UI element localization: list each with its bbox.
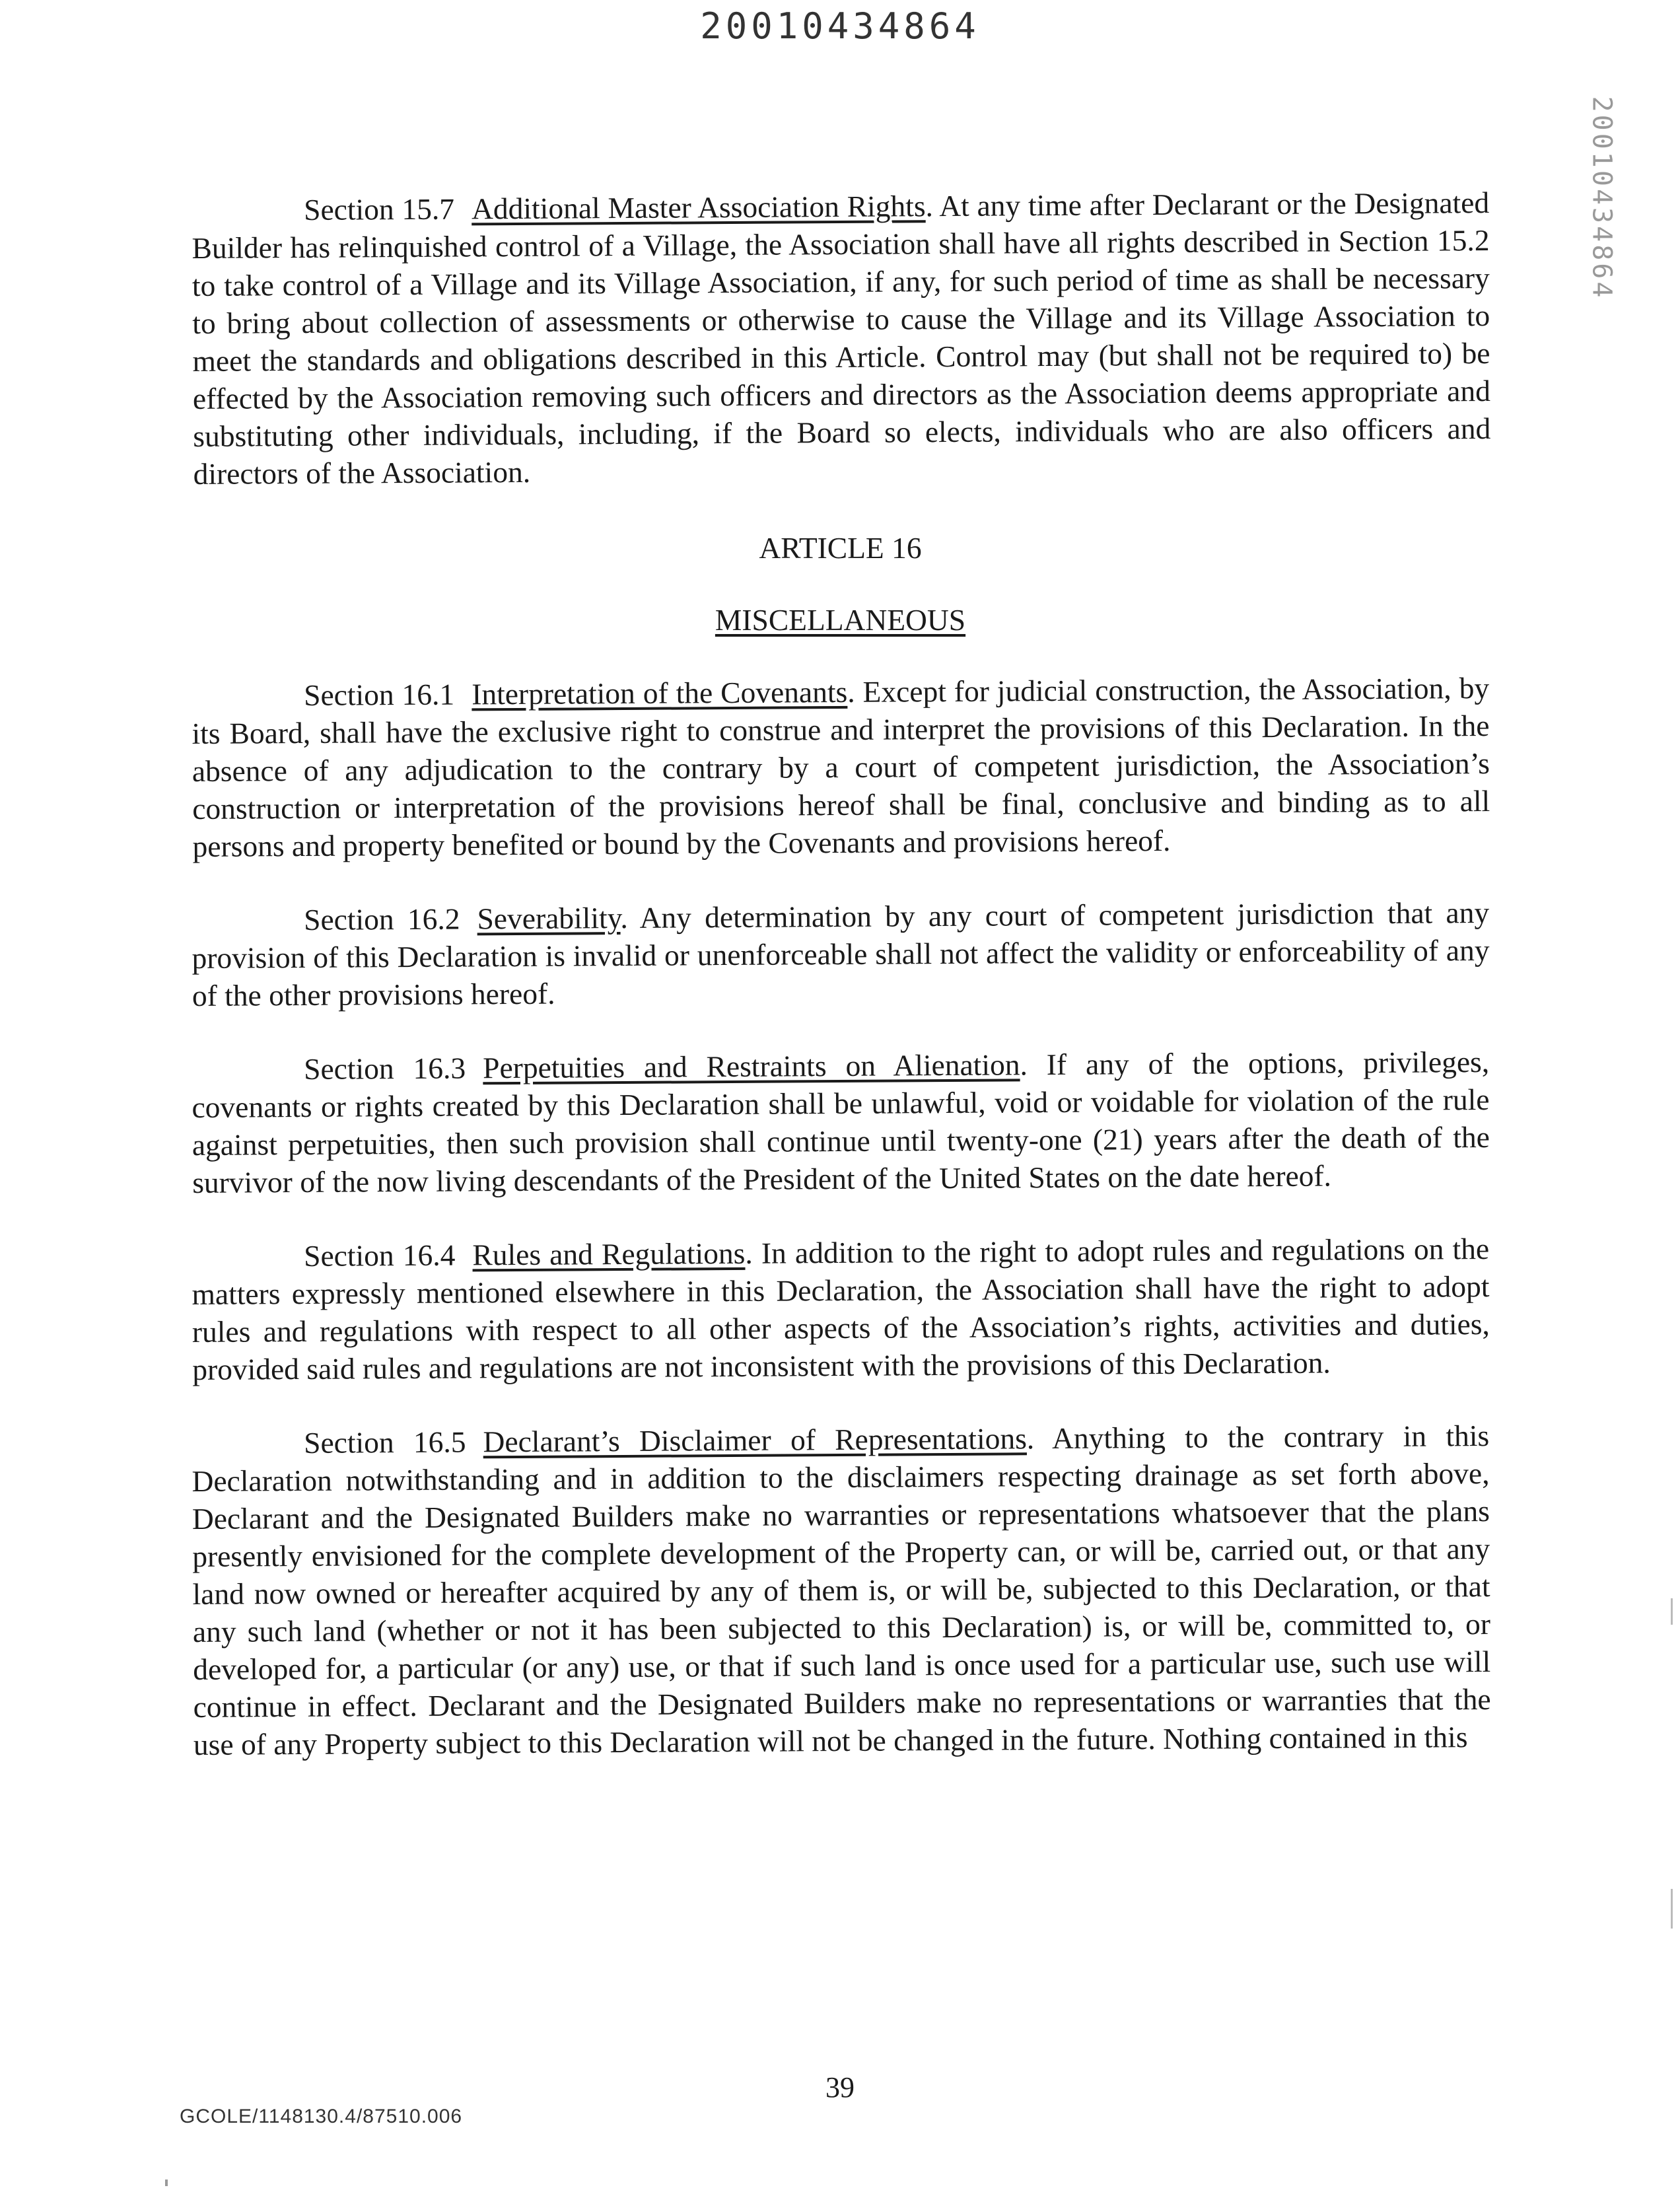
section-16-2 bbox=[192, 894, 1490, 1014]
page-number: 39 bbox=[825, 2071, 855, 2104]
section-16-4 bbox=[192, 1230, 1490, 1388]
article-number: ARTICLE 16 bbox=[759, 531, 922, 565]
section-16-3 bbox=[192, 1043, 1490, 1201]
section-title: Rules and Regulations bbox=[472, 1236, 746, 1272]
section-16-5 bbox=[192, 1417, 1491, 1763]
scan-speck bbox=[1671, 1889, 1673, 1929]
section-number: Section 16.3 bbox=[304, 1051, 466, 1086]
section-title: Interpretation of the Covenants bbox=[472, 674, 848, 711]
document-number: 20010434864 bbox=[700, 5, 980, 47]
section-body: . Except for judicial construction, the Association, by its Board, shall have the exclusive right to construe and interpret the provisions of this Declaration. In the absence of any adjudication to the contrary by a court of competent jurisdiction, the Association’s construction or interpretation of the provisions hereof shall be final, conclusive and binding as to all persons and property benefited or bound by the Covenants and provisions hereof. bbox=[192, 670, 1490, 863]
section-15-7 bbox=[192, 184, 1491, 493]
side-stamp bbox=[1582, 92, 1621, 304]
section-16-1 bbox=[192, 669, 1490, 865]
section-number: Section 16.4 bbox=[304, 1238, 456, 1273]
section-body: . If any of the options, privileges, covenants or rights created by this Declaration shall be unlawful, void or voidable for violation of the rule against perpetuities, then such provision shall continue until twenty-one (21) years after the death of the survivor of the now living descendants of the President of the United States on the date hereof. bbox=[192, 1044, 1490, 1199]
section-body: . Anything to the contrary in this Declaration notwithstanding and in addition to the disclaimers respecting drainage as set forth above, Declarant and the Designated Builders make no warranties or representations whatsoever that the plans presently envisioned for the complete development of the Property can, or will be, carried out, or that any land now owned or hereafter acquired by any of them is, or will be, subjected to this Declaration, or that any such land (whether or not it has been subjected to this Declaration) is, or will be, committed to, or developed for, a particular (or any) use, or that if such land is once used for a particular use, such use will continue in effect. Declarant and the Designated Builders make no representations or warranties that the use of any Property subject to this Declaration will not be changed in the future. Nothing contained in this bbox=[192, 1418, 1491, 1761]
section-body: . In addition to the right to adopt rules and regulations on the matters expressly mentioned elsewhere in this Declaration, the Association shall have the right to adopt rules and regulations with respect to all other aspects of the Association’s rights, activities and duties, provided said rules and regulations are not inconsistent with the provisions of this Declaration. bbox=[192, 1231, 1490, 1386]
scan-speck bbox=[165, 2180, 168, 2186]
section-title: Severability bbox=[477, 901, 621, 936]
section-body: . Any determination by any court of competent jurisdiction that any provision of this Declaration is invalid or unenforceable shall not affect the validity or enforceability of any of the other provisions hereof. bbox=[192, 895, 1490, 1012]
document-id-footer: GCOLE/1148130.4/87510.006 bbox=[180, 2106, 463, 2127]
page-body bbox=[192, 185, 1491, 1800]
section-body: . At any time after Declarant or the Designated Builder has relinquished control of a Village, the Association shall have all rights described in Section 15.2 to take control of a Village and its Village Association, if any, for such period of time as shall be necessary to bring about collection of assessments or otherwise to cause the Village and its Village Association to meet the standards and obligations described in this Article. Control may (but shall not be required to) be effected by the Association removing such officers and directors as the Association deems appropriate and substituting other individuals, including, if the Board so elects, individuals who are also officers and directors of the Association. bbox=[192, 185, 1491, 491]
section-title: Declarant’s Disclaimer of Representations bbox=[483, 1421, 1027, 1459]
side-stamp-text: 20010434864 bbox=[1586, 96, 1617, 301]
section-title: Perpetuities and Restraints on Alienation bbox=[483, 1047, 1020, 1085]
scan-speck bbox=[1671, 1598, 1673, 1625]
section-number: Section 15.7 bbox=[304, 192, 455, 227]
section-number: Section 16.1 bbox=[304, 677, 455, 712]
section-number: Section 16.2 bbox=[304, 902, 460, 937]
section-title: Additional Master Association Rights bbox=[471, 189, 926, 226]
article-title: MISCELLANEOUS bbox=[715, 603, 966, 637]
section-number: Section 16.5 bbox=[304, 1425, 466, 1460]
